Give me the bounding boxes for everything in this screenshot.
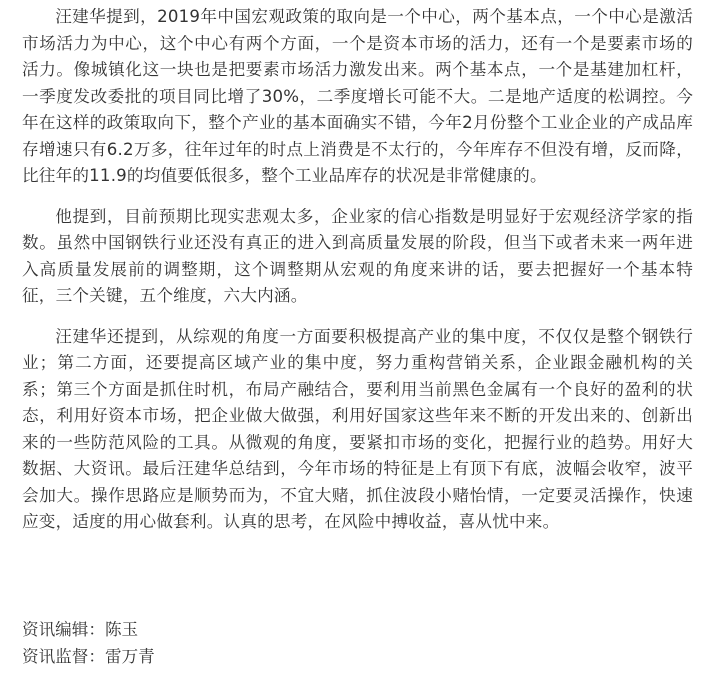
article-paragraph-1: 汪建华提到，2019年中国宏观政策的取向是一个中心，两个基本点，一个中心是激活市场活力为中心，这个中心有两个方面，一个是资本市场的活力，还有一个是要素市场的活力。像城镇化这一块也是把要素市场活力激发出来。两个基本点，一个是基建加杠杆，一季度发改委批的项目同比增了30%，二季度增长可能不大。二是地产适度的松调控。今年在这样的政策取向下，整个产业的基本面确实不错，今年2月份整个工业企业的产成品库存增速只有6.2万多，往年过年的时点上消费是不太行的，今年库存不但没有增，反而降，比往年的11.9的均值要低很多，整个工业品库存的状况是非常健康的。 — [22, 7, 693, 185]
article-paragraph-3: 汪建华还提到，从综观的角度一方面要积极提高产业的集中度，不仅仅是整个钢铁行业；第二方面，还要提高区域产业的集中度，努力重构营销关系，企业跟金融机构的关系；第三个方面是抓住时机，布局产融结合，要利用当前黑色金属有一个良好的盈利的状态，利用好资本市场，把企业做大做强，利用好国家这些年来不断的开发出来的、创新出来的一些防范风险的工具。从微观的角度，要紧扣市场的变化，把握行业的趋势。用好大数据、大资讯。最后汪建华总结到，今年市场的特征是上有顶下有底，波幅会收窄，波平会加大。操作思路应是顺势而为，不宜大赌，抓住波段小赌怡情，一定要灵活操作，快速应变，适度的用心做套利。认真的思考，在风险中搏收益，喜从忧中来。 — [22, 326, 693, 531]
article-credits — [22, 617, 155, 670]
editor-credit: 资讯编辑：陈玉 — [22, 620, 139, 639]
article-paragraph-2: 他提到，目前预期比现实悲观太多，企业家的信心指数是明显好于宏观经济学家的指数。虽然中国钢铁行业还没有真正的进入到高质量发展的阶段，但当下或者未来一两年进入高质量发展前的调整期，这个调整期从宏观的角度来讲的话，要去把握好一个基本特征，三个关键，五个维度，六大内涵。 — [22, 206, 693, 305]
supervisor-credit: 资讯监督：雷万青 — [22, 646, 155, 666]
